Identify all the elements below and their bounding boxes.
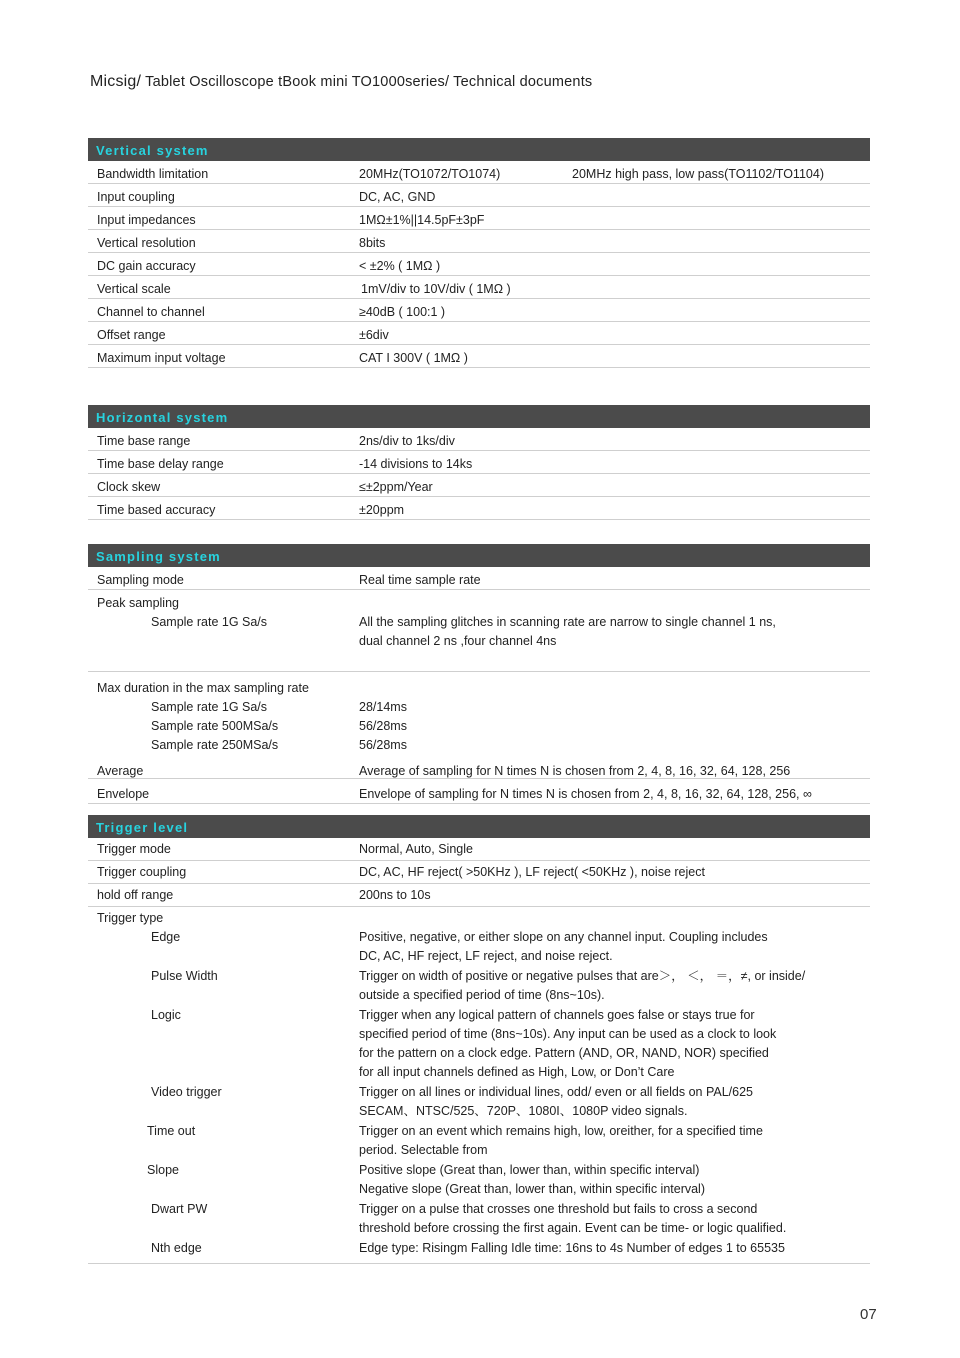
trigger-type-desc: Trigger on width of positive or negative pulses that are＞， ＜， ＝，≠, or inside/	[359, 969, 806, 983]
table-row	[88, 345, 870, 368]
table-row	[88, 230, 870, 253]
trigger-type-label: Slope	[147, 1163, 179, 1177]
vertical-system-section	[88, 138, 870, 368]
row-label: Sampling mode	[97, 573, 184, 587]
row-value: Real time sample rate	[359, 573, 481, 587]
row-label: Time base range	[97, 434, 191, 448]
trigger-level-section	[88, 815, 870, 1264]
trigger-type-label: Edge	[151, 930, 181, 944]
trigger-type-desc: for all input channels defined as High, Low, or Don’t Care	[359, 1065, 675, 1079]
trigger-type-label: Dwart PW	[151, 1202, 208, 1216]
document-title: Tablet Oscilloscope tBook mini TO1000series/ Technical documents	[141, 74, 593, 90]
trigger-type-label: Nth edge	[151, 1241, 202, 1255]
table-row	[88, 779, 870, 804]
table-row	[88, 451, 870, 474]
table-row	[88, 838, 870, 861]
row-label: Maximum input voltage	[97, 351, 226, 365]
row-value-secondary: 20MHz high pass, low pass(TO1102/TO1104)	[572, 167, 824, 181]
row-value-line: All the sampling glitches in scanning rate are narrow to single channel 1 ns,	[359, 615, 776, 629]
row-value: Normal, Auto, Single	[359, 842, 473, 856]
row-label: Input impedances	[97, 213, 196, 227]
table-row	[88, 184, 870, 207]
trigger-type-desc: SECAM、NTSC/525、720P、1080I、1080P video signals.	[359, 1104, 688, 1118]
row-label: Channel to channel	[97, 305, 205, 319]
sub-label: Sample rate 1G Sa/s	[151, 700, 268, 714]
row-value: < ±2% ( 1MΩ )	[359, 259, 441, 273]
table-row	[88, 497, 870, 520]
row-value: ±20ppm	[359, 503, 405, 517]
row-value: ≥40dB ( 100:1 )	[359, 305, 446, 319]
row-value: DC, AC, GND	[359, 190, 436, 204]
trigger-type-label: Pulse Width	[151, 969, 218, 983]
row-value: 1MΩ±1%||14.5pF±3pF	[359, 213, 485, 227]
section-title: Sampling system	[88, 544, 870, 567]
sub-label: Sample rate 1G Sa/s	[151, 615, 268, 629]
sub-label: Sample rate 500MSa/s	[151, 719, 279, 733]
row-label: Vertical resolution	[97, 236, 196, 250]
trigger-type-desc: Positive slope (Great than, lower than, within specific interval)	[359, 1163, 700, 1177]
row-label: Trigger type	[97, 911, 164, 925]
row-label: Peak sampling	[97, 596, 179, 610]
trigger-type-desc: Negative slope (Great than, lower than, within specific interval)	[359, 1182, 705, 1196]
row-value: 56/28ms	[359, 719, 407, 733]
row-value: Average of sampling for N times N is chosen from 2, 4, 8, 16, 32, 64, 128, 256	[359, 764, 791, 778]
table-row	[88, 161, 870, 184]
row-label: Trigger coupling	[97, 865, 187, 879]
section-title: Horizontal system	[88, 405, 870, 428]
sub-label: Sample rate 250MSa/s	[151, 738, 279, 752]
table-row	[88, 299, 870, 322]
row-value: 8bits	[359, 236, 386, 250]
row-label: Trigger mode	[97, 842, 171, 856]
table-row	[88, 428, 870, 451]
trigger-type-desc: DC, AC, HF reject, LF reject, and noise reject.	[359, 949, 613, 963]
row-value: Envelope of sampling for N times N is chosen from 2, 4, 8, 16, 32, 64, 128, 256, ∞	[359, 787, 812, 801]
trigger-type-desc: Edge type: Risingm Falling Idle time: 16ns to 4s Number of edges 1 to 65535	[359, 1241, 785, 1255]
row-value: 1mV/div to 10V/div ( 1MΩ )	[361, 282, 511, 296]
row-value: ≤±2ppm/Year	[359, 480, 433, 494]
trigger-type-label: Logic	[151, 1008, 181, 1022]
table-row	[88, 207, 870, 230]
row-value: 20MHz(TO1072/TO1074)	[359, 167, 501, 181]
table-row	[88, 322, 870, 345]
row-value: -14 divisions to 14ks	[359, 457, 473, 471]
trigger-type-desc: Trigger on a pulse that crosses one threshold but fails to cross a second	[359, 1202, 758, 1216]
trigger-type-desc: specified period of time (8ns~10s). Any input can be used as a clock to look	[359, 1027, 777, 1041]
section-title: Trigger level	[88, 815, 870, 838]
horizontal-system-section	[88, 405, 870, 520]
trigger-type-desc: period. Selectable from	[359, 1143, 488, 1157]
trigger-type-label: Video trigger	[151, 1085, 222, 1099]
max-duration-row	[88, 672, 870, 779]
row-label: Vertical scale	[97, 282, 171, 296]
row-label: Bandwidth limitation	[97, 167, 209, 181]
table-row	[88, 884, 870, 907]
section-title: Vertical system	[88, 138, 870, 161]
trigger-type-row	[88, 907, 870, 1264]
row-label: hold off range	[97, 888, 174, 902]
trigger-type-desc: Trigger when any logical pattern of channels goes false or stays true for	[359, 1008, 755, 1022]
row-value: ±6div	[359, 328, 389, 342]
row-label: DC gain accuracy	[97, 259, 196, 273]
row-label: Clock skew	[97, 480, 161, 494]
row-label: Max duration in the max sampling rate	[97, 681, 309, 695]
row-value: 28/14ms	[359, 700, 407, 714]
brand-name: Micsig/	[90, 73, 142, 90]
table-row	[88, 276, 870, 299]
row-value: 2ns/div to 1ks/div	[359, 434, 455, 448]
document-header	[90, 73, 592, 91]
table-row	[88, 567, 870, 590]
table-row	[88, 474, 870, 497]
row-value-line: dual channel 2 ns ,four channel 4ns	[359, 634, 557, 648]
trigger-type-desc: outside a specified period of time (8ns~10s).	[359, 988, 605, 1002]
row-label: Envelope	[97, 787, 150, 801]
page-number: 07	[860, 1306, 877, 1323]
row-value: CAT I 300V ( 1MΩ )	[359, 351, 468, 365]
trigger-type-desc: threshold before crossing the first again. Event can be time- or logic qualified.	[359, 1221, 787, 1235]
row-value: 200ns to 10s	[359, 888, 431, 902]
table-row	[88, 253, 870, 276]
row-value: DC, AC, HF reject( >50KHz ), LF reject( <50KHz ), noise reject	[359, 865, 705, 879]
trigger-type-desc: Trigger on an event which remains high, low, oreither, for a specified time	[359, 1124, 763, 1138]
row-label: Time based accuracy	[97, 503, 216, 517]
trigger-type-desc: for the pattern on a clock edge. Pattern (AND, OR, NAND, NOR) specified	[359, 1046, 769, 1060]
table-row	[88, 861, 870, 884]
peak-sampling-row	[88, 590, 870, 672]
row-label: Time base delay range	[97, 457, 224, 471]
row-label: Offset range	[97, 328, 166, 342]
trigger-type-desc: Trigger on all lines or individual lines, odd/ even or all fields on PAL/625	[359, 1085, 753, 1099]
trigger-type-desc: Positive, negative, or either slope on any channel input. Coupling includes	[359, 930, 768, 944]
trigger-type-label: Time out	[147, 1124, 196, 1138]
row-label: Input coupling	[97, 190, 175, 204]
row-label: Average	[97, 764, 144, 778]
row-value: 56/28ms	[359, 738, 407, 752]
sampling-system-section	[88, 544, 870, 804]
